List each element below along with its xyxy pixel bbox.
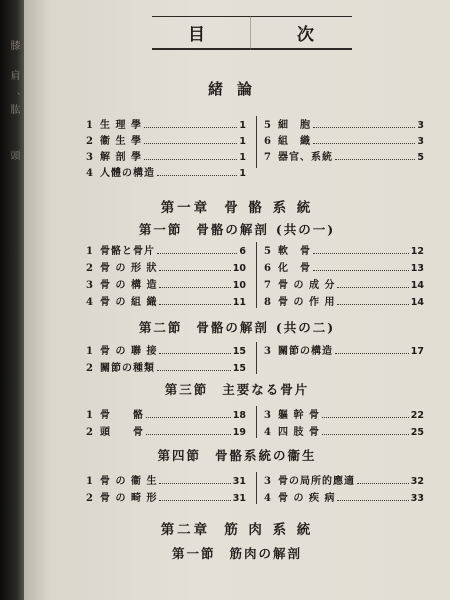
section-title: 骨骼の解剖 (196, 222, 269, 237)
toc-entry[interactable]: 7 骨 の 成 分 14 (264, 280, 424, 291)
section-heading (24, 380, 450, 398)
facing-page-char: 肱 (8, 104, 19, 114)
section-number: 第一節 (171, 546, 216, 561)
intro-heading (24, 78, 450, 99)
toc-entry[interactable]: 2 關節の種類 15 (86, 363, 246, 374)
chapter-heading (24, 518, 450, 538)
chapter-title: 骨 骼 系 統 (224, 200, 314, 216)
section-number: 第三節 (164, 382, 209, 397)
toc-entry[interactable]: 2 骨 の 畸 形 31 (86, 493, 246, 504)
facing-page-char: 、 (8, 92, 19, 102)
column-divider (256, 406, 257, 438)
section-heading (24, 318, 450, 336)
toc-entry[interactable]: 3 關節の構造 17 (264, 346, 424, 357)
section-entries (86, 472, 431, 506)
intro-heading-right: 論 (237, 80, 267, 98)
section-heading (24, 446, 450, 464)
toc-entry[interactable]: 1 骨 骼 18 (86, 410, 246, 421)
section-number: 第二節 (138, 320, 183, 335)
section-entries (86, 242, 431, 310)
column-divider (256, 116, 257, 168)
toc-entry[interactable]: 7 器官、系統 5 (264, 152, 424, 163)
page-title (152, 16, 352, 50)
toc-entry[interactable]: 4 四 肢 骨 25 (264, 427, 424, 438)
chapter-number: 第二章 (160, 522, 211, 538)
toc-entry[interactable]: 4 骨 の 疾 病 33 (264, 493, 424, 504)
column-divider (256, 472, 257, 504)
toc-entry[interactable]: 4 骨 の 組 織 11 (86, 297, 246, 308)
toc-entry[interactable]: 1 生 理 學 1 (86, 120, 246, 131)
toc-entry[interactable]: 3 骨 の 構 造 10 (86, 280, 246, 291)
facing-page-char: 肩 (8, 70, 19, 80)
section-title: 骨骼の解剖 (196, 320, 269, 335)
toc-entry[interactable]: 1 骨 の 衞 生 31 (86, 476, 246, 487)
toc-entry[interactable]: 5 細 胞 3 (264, 120, 424, 131)
toc-entry[interactable]: 3 解 剖 學 1 (86, 152, 246, 163)
chapter-number: 第一章 (160, 200, 211, 216)
toc-entry[interactable]: 2 衞 生 學 1 (86, 136, 246, 147)
toc-entry[interactable]: 6 化 骨 13 (264, 263, 424, 274)
facing-page-char: 膝 (8, 40, 19, 50)
toc-entry[interactable]: 2 骨 の 形 狀 10 (86, 263, 246, 274)
section-suffix: (共の一) (275, 222, 336, 237)
section-number: 第四節 (157, 448, 201, 463)
title-char-left: 目 (188, 25, 207, 45)
section-title: 主要なる骨片 (222, 382, 310, 397)
toc-entry[interactable]: 3 骨の局所的應適 32 (264, 476, 424, 487)
toc-entry[interactable]: 3 軀 幹 骨 22 (264, 410, 424, 421)
chapter-title: 筋 肉 系 統 (224, 522, 314, 538)
section-entries (86, 342, 431, 376)
column-divider (256, 342, 257, 374)
toc-entry[interactable]: 1 骨 の 聯 接 15 (86, 346, 246, 357)
section-title: 筋肉の解剖 (229, 546, 303, 561)
column-divider (256, 242, 257, 308)
section-number: 第一節 (138, 222, 183, 237)
intro-entries (86, 116, 431, 180)
section-heading (24, 220, 450, 238)
toc-page (24, 0, 450, 600)
section-title: 骨骼系統の衞生 (215, 448, 317, 463)
toc-entry[interactable]: 2 頭 骨 19 (86, 427, 246, 438)
toc-entry[interactable]: 5 軟 骨 12 (264, 246, 424, 257)
section-heading (24, 544, 450, 562)
intro-heading-left: 緒 (207, 80, 237, 98)
toc-entry[interactable]: 1 骨骼と骨片 6 (86, 246, 246, 257)
chapter-heading (24, 196, 450, 216)
facing-page-char: 頭 (8, 150, 19, 160)
section-suffix: (共の二) (275, 320, 336, 335)
toc-entry[interactable]: 6 組 織 3 (264, 136, 424, 147)
toc-entry[interactable]: 4 人體の構造 1 (86, 168, 246, 179)
toc-entry[interactable]: 8 骨 の 作 用 14 (264, 297, 424, 308)
title-divider (250, 16, 251, 50)
facing-page-edge (0, 0, 24, 600)
section-entries (86, 406, 431, 440)
title-char-right: 次 (297, 25, 316, 45)
